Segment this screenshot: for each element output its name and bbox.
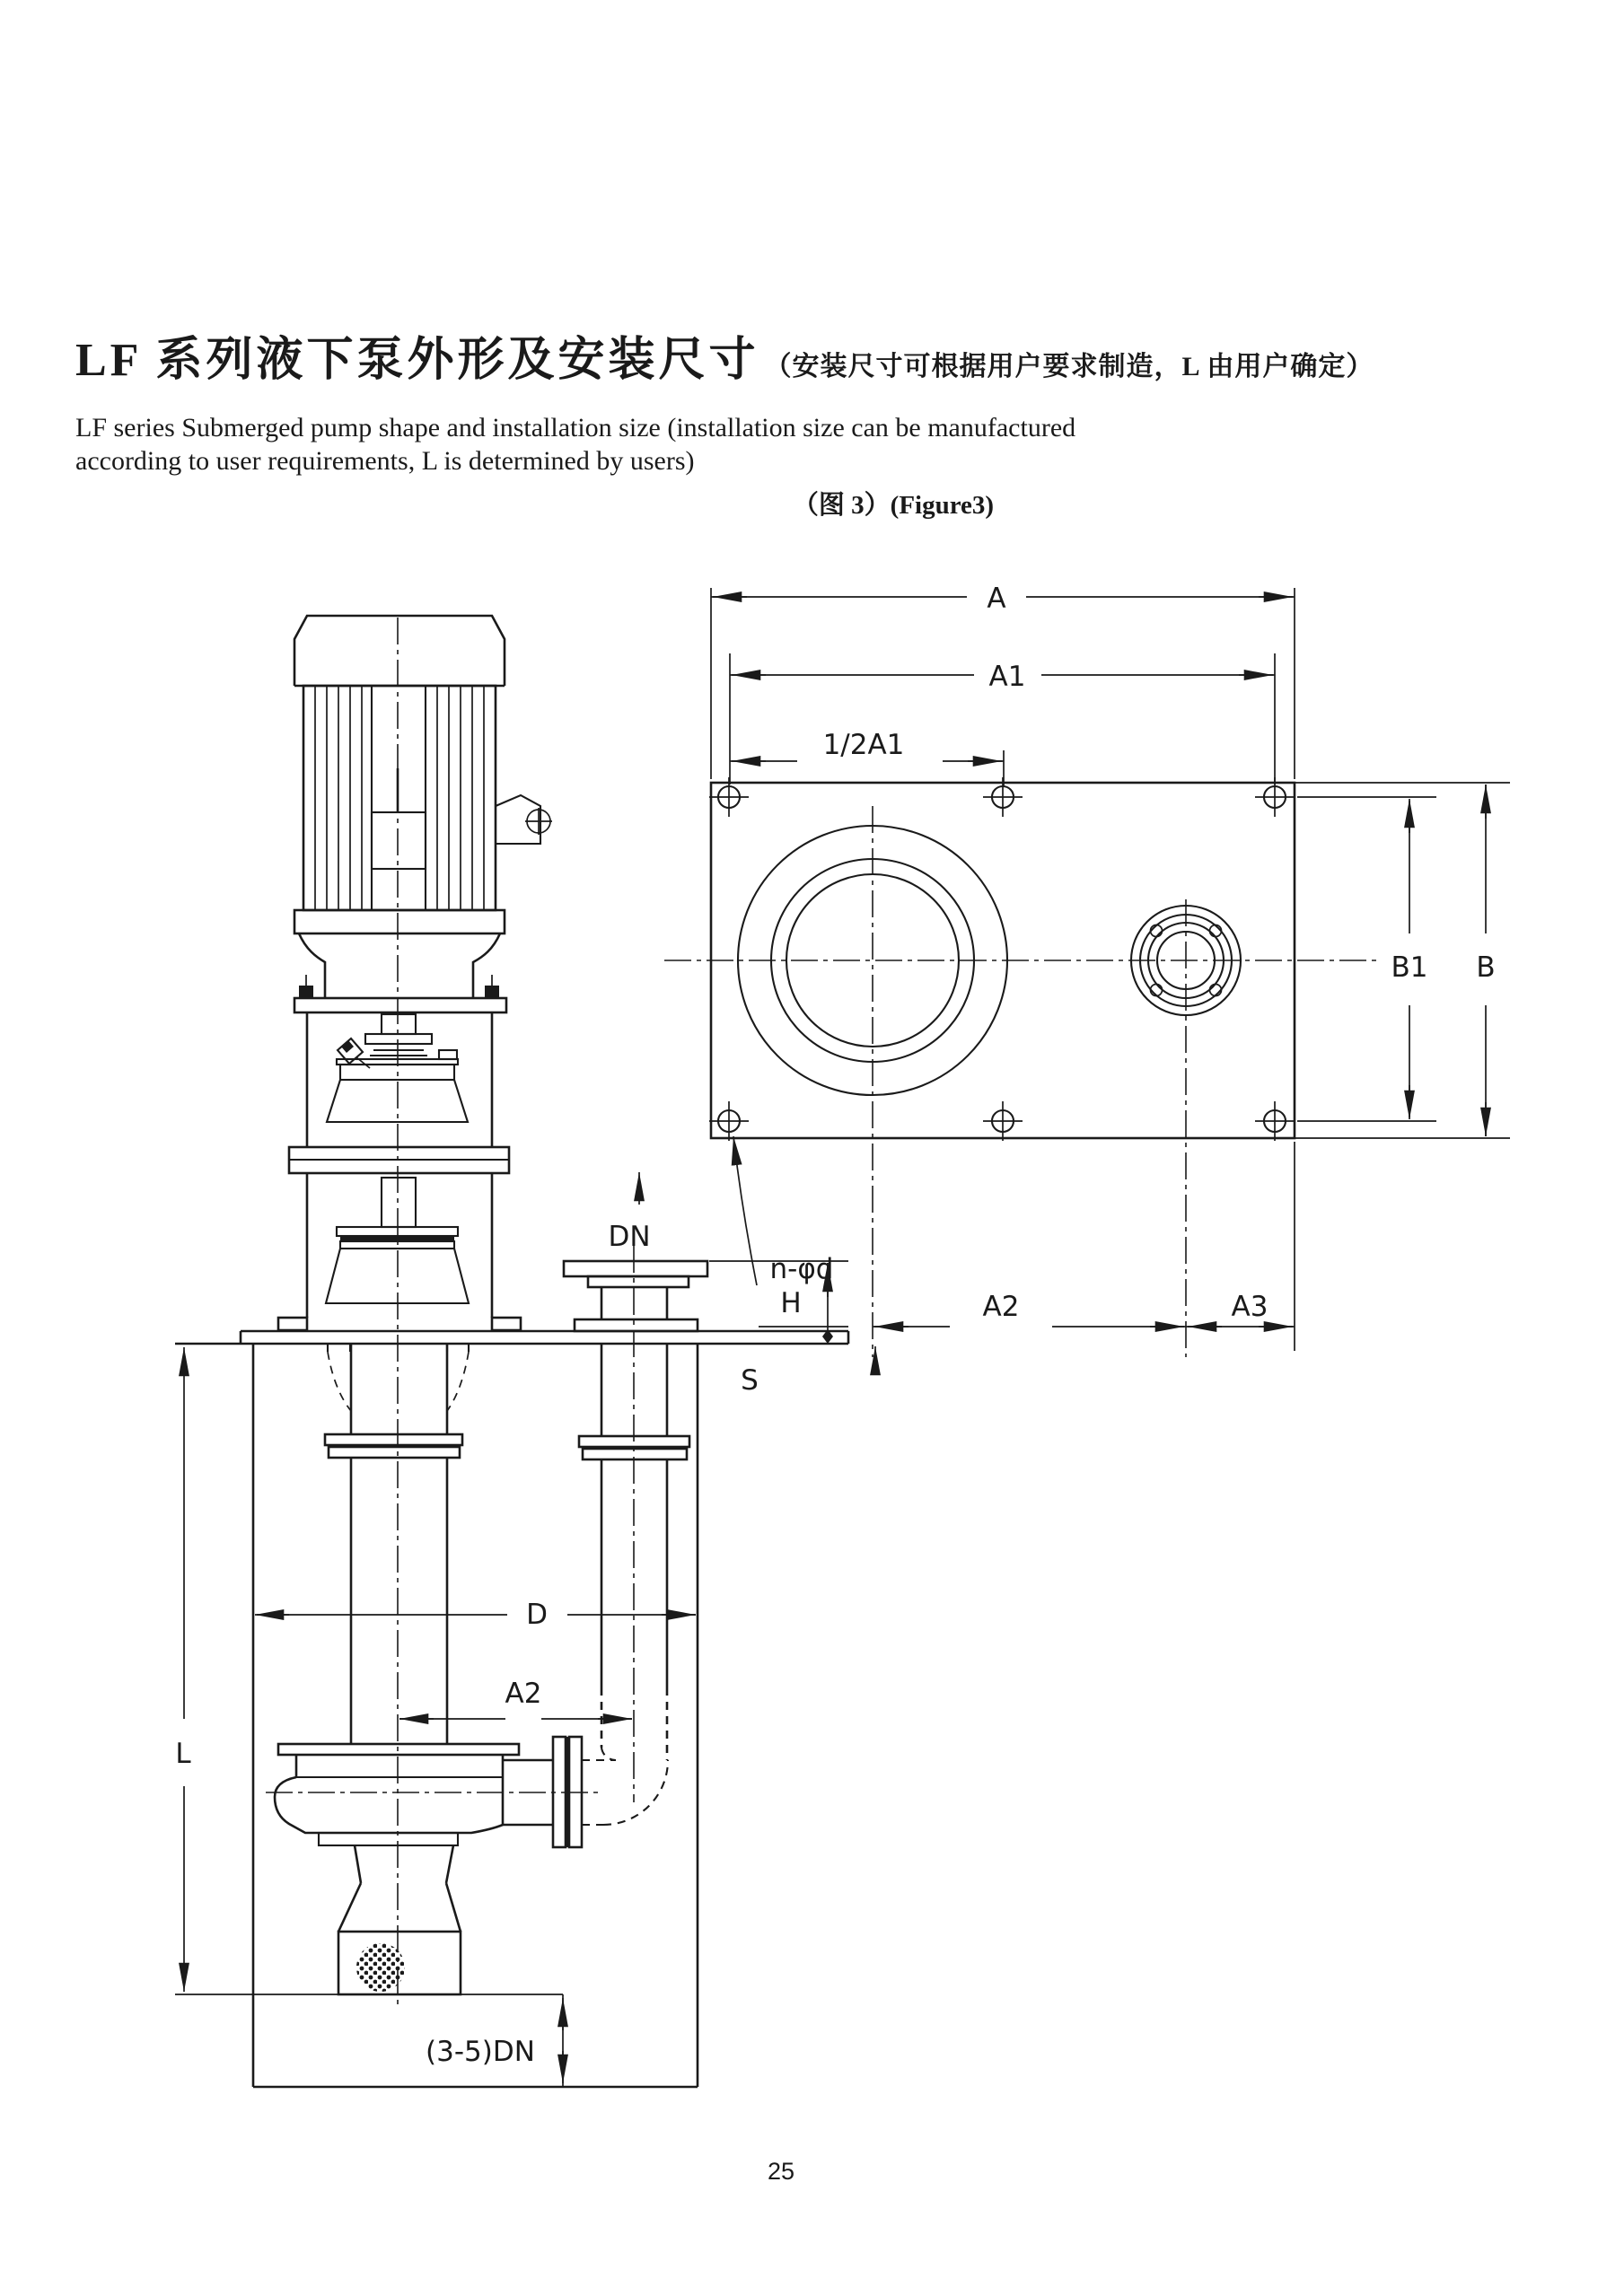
dim-s [741,1346,875,1397]
dim-half-a1 [730,729,1004,786]
dim-label-d: D [526,1599,548,1631]
subtitle-line-2: according to user requirements, L is determined by users) [75,446,695,476]
title-zh: LF 系列液下泵外形及安装尺寸 [75,335,759,386]
dim-bottom-clearance [426,1994,563,2087]
dim-dn [608,1172,650,1253]
dim-label-h: H [780,1287,802,1319]
dim-label-bottom-clearance: (3-5)DN [426,2036,535,2068]
motor-fins [315,686,484,910]
bolt-hole-note [733,1136,833,1285]
column-pipe [325,1344,462,1744]
terminal-box [496,795,552,844]
page-number: 25 [767,2158,795,2185]
dim-b [1476,784,1495,1136]
mounting-plate-elevation [175,1331,848,1344]
suction-strainer-mesh [356,1943,405,1992]
dim-label-dn: DN [608,1221,651,1253]
dim-label-b1: B1 [1391,951,1428,984]
dim-label-a2-elevation: A2 [505,1678,542,1710]
tank-outline [175,1344,698,2087]
dim-a2-elevation [399,1678,632,1719]
bearing-frame [278,1012,521,1330]
dim-a1 [730,653,1275,784]
dim-label-a3: A3 [1231,1291,1268,1323]
dim-label-s: S [741,1364,759,1397]
dim-label-n-phi-d: n-φd [769,1253,834,1285]
subtitle-line-1: LF series Submerged pump shape and installation size (installation size can be manufactured [75,413,1076,443]
anchor-bolt-holes [709,777,1295,1141]
dim-d [255,1599,696,1631]
elevation-view [175,616,875,2087]
dim-label-a1: A1 [988,661,1026,693]
motor-stand [294,933,506,1012]
pump-casing [266,1744,600,1994]
dim-label-l: L [175,1738,191,1770]
dim-label-a2-plan: A2 [982,1291,1020,1323]
dim-b1 [1297,797,1436,1121]
figure-caption: （图 3）(Figure3) [792,491,995,520]
dim-a2-a3-plan [759,1142,1295,1351]
dim-label-b: B [1476,951,1496,984]
plan-view [664,583,1510,1357]
title-note: （安装尺寸可根据用户要求制造，L 由用户确定） [764,352,1374,381]
dim-l [175,1347,191,1992]
dim-label-half-a1: 1/2A1 [822,729,905,761]
motor [294,616,552,933]
dim-label-a: A [987,583,1006,615]
